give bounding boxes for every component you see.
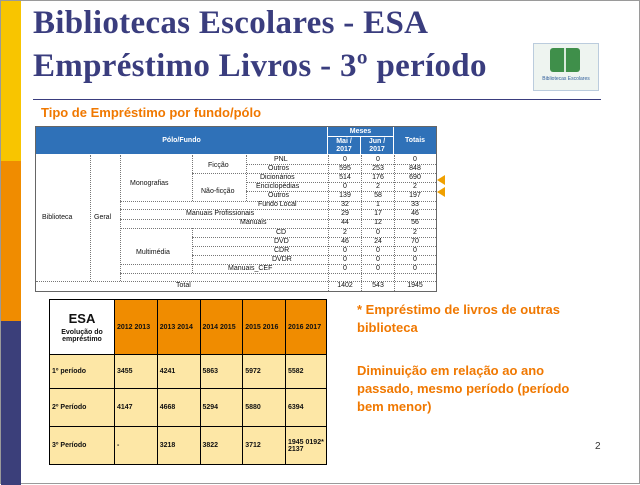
divider: [90, 155, 91, 281]
cell-total: 2: [413, 229, 417, 236]
cell-jun: 0: [376, 229, 380, 236]
row-label: Dicionários: [260, 174, 295, 181]
row-label: Fundo Local: [258, 201, 297, 208]
period-value: 5880: [243, 389, 286, 427]
slide-title-line2: Empréstimo Livros - 3º período: [33, 48, 487, 84]
cell-jun: 2: [376, 183, 380, 190]
period-value: 3218: [157, 427, 200, 465]
divider: [394, 155, 395, 291]
period-value: 1945 0192* 2137: [286, 427, 327, 465]
period-label: 3º Período: [50, 427, 115, 465]
row-label: Outros: [268, 165, 290, 172]
row-label: PNL: [274, 156, 288, 163]
logo-text: Bibliotecas Escolares: [542, 76, 590, 82]
title-divider: [33, 99, 601, 100]
row-label: Manuais Profissionais: [186, 210, 255, 217]
period-value: 3822: [200, 427, 243, 465]
page-number: 2: [595, 441, 601, 452]
cell-mai: 46: [341, 238, 349, 245]
loans-by-fund-table: [35, 126, 437, 292]
cell-total: 2: [413, 183, 417, 190]
cell-mai: 32: [341, 201, 349, 208]
cell-total: 46: [411, 210, 419, 217]
divider: [192, 228, 193, 273]
note-other-libraries: * Empréstimo de livros de outras biblioteca: [357, 302, 561, 335]
year-header: 2014 2015: [200, 300, 243, 355]
loan-evolution-table: [49, 299, 327, 465]
cell-mai-total: 1402: [337, 282, 353, 289]
label-nao-ficcao: Não-ficção: [201, 188, 235, 195]
divider: [120, 155, 121, 281]
year-header: 2016 2017: [286, 300, 327, 355]
cell-jun: 24: [374, 238, 382, 245]
evolucao-label: Evolução do empréstimo: [61, 329, 103, 343]
label-biblioteca: Biblioteca: [42, 214, 73, 221]
cell-total: 56: [411, 219, 419, 226]
period-value: 3712: [243, 427, 286, 465]
period-value: 4668: [157, 389, 200, 427]
label-geral: Geral: [94, 214, 112, 221]
cell-mai: 0: [343, 183, 347, 190]
cell-total: 0: [413, 156, 417, 163]
label-monografias: Monografias: [130, 180, 169, 187]
accent-bar-orange: [1, 161, 21, 321]
row-label: CD: [276, 229, 287, 236]
period-value: 5294: [200, 389, 243, 427]
row-label: Outros: [268, 192, 290, 199]
library-logo: [533, 43, 599, 91]
divider: [192, 155, 193, 201]
cell-total-total: 1945: [407, 282, 423, 289]
row-label-total: Total: [176, 282, 191, 289]
cell-total: 0: [413, 247, 417, 254]
cell-total: 70: [411, 238, 419, 245]
divider: [120, 273, 436, 274]
cell-jun: 176: [372, 174, 384, 181]
cell-total: 33: [411, 201, 419, 208]
arrow-left-icon: [437, 187, 445, 197]
divider: [361, 155, 362, 291]
cell-jun: 253: [372, 165, 384, 172]
header-jun-2017: Jun / 2017: [361, 137, 394, 155]
cell-jun: 1: [376, 201, 380, 208]
header-mai-2017: Mai / 2017: [328, 137, 361, 155]
arrow-left-icon: [437, 175, 445, 185]
esa-header: [50, 300, 115, 355]
divider: [328, 155, 329, 291]
period-value: 4147: [115, 389, 158, 427]
row-label: Manuais: [240, 219, 267, 226]
period-label: 1º período: [50, 355, 115, 389]
cell-mai: 514: [339, 174, 351, 181]
year-header: 2015 2016: [243, 300, 286, 355]
year-header: 2012 2013: [115, 300, 158, 355]
row-label: CDR: [274, 247, 290, 254]
cell-mai: 2: [343, 229, 347, 236]
period-value: 3455: [115, 355, 158, 389]
note-decrease: Diminuição em relação ao ano passado, mesmo período (período bem menor): [357, 363, 570, 414]
cell-jun: 17: [374, 210, 382, 217]
cell-jun: 12: [374, 219, 382, 226]
cell-jun-total: 543: [372, 282, 384, 289]
book-icon: [550, 48, 580, 72]
period-value: 5863: [200, 355, 243, 389]
header-meses: Meses: [328, 127, 394, 137]
header-polo-fundo: Pólo/Fundo: [36, 127, 328, 155]
period-value: 5972: [243, 355, 286, 389]
row-label: Enciclopédias: [256, 183, 300, 190]
row-label: DVD: [274, 238, 289, 245]
cell-total: 0: [413, 256, 417, 263]
cell-jun: 0: [376, 265, 380, 272]
year-header: 2013 2014: [157, 300, 200, 355]
slide-title-line1: Bibliotecas Escolares - ESA: [33, 5, 429, 41]
accent-bar-navy: [1, 321, 21, 485]
row-label: Manuais_CEF: [228, 265, 273, 272]
cell-mai: 0: [343, 247, 347, 254]
period-value: 4241: [157, 355, 200, 389]
cell-total: 848: [409, 165, 421, 172]
cell-mai: 0: [343, 156, 347, 163]
cell-mai: 29: [341, 210, 349, 217]
cell-mai: 139: [339, 192, 351, 199]
cell-total: 690: [409, 174, 421, 181]
esa-label: ESA: [68, 311, 96, 326]
row-label: DVDR: [272, 256, 292, 263]
cell-jun: 0: [376, 247, 380, 254]
cell-mai: 0: [343, 256, 347, 263]
period-value: 5582: [286, 355, 327, 389]
cell-total: 197: [409, 192, 421, 199]
cell-mai: 0: [343, 265, 347, 272]
cell-jun: 58: [374, 192, 382, 199]
cell-jun: 0: [376, 156, 380, 163]
accent-bar-yellow: [1, 1, 21, 161]
slide-subtitle: Tipo de Empréstimo por fundo/pólo: [41, 105, 262, 120]
period-value: 6394: [286, 389, 327, 427]
cell-mai: 595: [339, 165, 351, 172]
cell-jun: 0: [376, 256, 380, 263]
period-value: -: [115, 427, 158, 465]
header-totais: Totais: [394, 127, 436, 155]
cell-total: 0: [413, 265, 417, 272]
period-label: 2º Período: [50, 389, 115, 427]
divider: [246, 155, 247, 201]
label-multimedia: Multimédia: [136, 249, 170, 256]
cell-mai: 44: [341, 219, 349, 226]
label-ficcao: Ficção: [208, 162, 229, 169]
